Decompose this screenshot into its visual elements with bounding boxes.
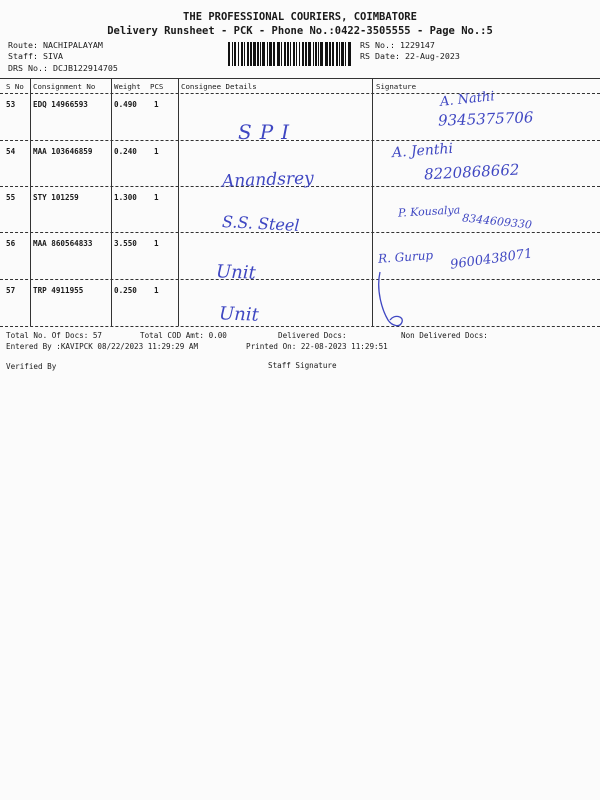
handwritten-consignee: SPI <box>238 120 298 144</box>
header-signature: Signature <box>376 82 417 91</box>
signature-scribble <box>372 270 412 330</box>
total-docs: Total No. Of Docs: 57 <box>6 331 103 340</box>
barcode-bar <box>332 42 334 66</box>
barcode-bar <box>228 42 230 66</box>
barcode-bar <box>296 42 297 66</box>
barcode-bar <box>247 42 249 66</box>
barcode-bar <box>257 42 259 66</box>
header-sno: S No <box>6 82 24 91</box>
signature-name: R. Gurup <box>377 248 434 266</box>
row-weight: 3.550 <box>114 239 137 248</box>
handwritten-consignee: S.S. Steel <box>221 211 300 236</box>
row-weight: 1.300 <box>114 193 137 202</box>
header-pcs: PCS <box>150 82 164 91</box>
header-consignment: Consignment No <box>33 82 96 91</box>
company-title: THE PROFESSIONAL COURIERS, COIMBATORE <box>183 11 417 23</box>
barcode-bar <box>250 42 252 66</box>
barcode-bar <box>244 42 245 66</box>
row-sno: 55 <box>6 193 16 202</box>
barcode-bar <box>308 42 311 66</box>
row-pcs: 1 <box>154 147 159 156</box>
barcode-bar <box>281 42 282 66</box>
row-pcs: 1 <box>154 239 159 248</box>
row-pcs: 1 <box>154 100 159 109</box>
entered-by: Entered By :KAVIPCK 08/22/2023 11:29:29 AM <box>6 342 199 351</box>
barcode-bar <box>299 42 300 66</box>
barcode-bar <box>253 42 256 66</box>
barcode-bar <box>241 42 243 66</box>
barcode <box>228 42 353 66</box>
row-consignment: STY 101259 <box>33 193 79 202</box>
signature-name: P. Kousalya <box>397 203 461 220</box>
handwritten-consignee: Unit <box>215 261 257 284</box>
barcode-bar <box>325 42 328 66</box>
staff-signature: Staff Signature <box>268 361 337 370</box>
barcode-bar <box>232 42 233 66</box>
delivered-docs: Delivered Docs: <box>278 331 347 340</box>
staff-label: Staff: SIVA <box>8 51 63 61</box>
handwritten-consignee: Unit <box>218 303 260 326</box>
signature-phone: 8220868662 <box>423 160 520 184</box>
barcode-bar <box>293 42 295 66</box>
barcode-bar <box>284 42 286 66</box>
barcode-bar <box>287 42 289 66</box>
barcode-bar <box>238 42 239 66</box>
rs-number: RS No.: 1229147 <box>360 40 435 50</box>
rs-date: RS Date: 22-Aug-2023 <box>360 51 460 61</box>
row-sno: 57 <box>6 286 16 295</box>
printed-on: Printed On: 22-08-2023 11:29:51 <box>246 342 388 351</box>
barcode-bar <box>318 42 319 66</box>
row-sno: 56 <box>6 239 16 248</box>
row-consignment: TRP 4911955 <box>33 286 84 295</box>
handwritten-consignee: Anandsrey <box>221 168 315 192</box>
barcode-bar <box>315 42 317 66</box>
row-divider <box>0 232 600 233</box>
header-weight: Weight <box>114 82 141 91</box>
barcode-bar <box>273 42 275 66</box>
route-label: Route: NACHIPALAYAM <box>8 40 103 50</box>
row-pcs: 1 <box>154 193 159 202</box>
drs-label: DRS No.: DCJB122914705 <box>8 63 118 73</box>
barcode-bar <box>269 42 272 66</box>
row-divider <box>0 279 600 280</box>
row-weight: 0.240 <box>114 147 137 156</box>
signature-phone: 9600438071 <box>449 246 534 273</box>
row-weight: 0.250 <box>114 286 137 295</box>
barcode-bar <box>336 42 338 66</box>
header-consignee: Consignee Details <box>181 82 257 91</box>
column-divider <box>111 78 112 326</box>
signature-name: A. Jenthi <box>391 140 454 162</box>
barcode-bar <box>345 42 346 66</box>
column-divider <box>178 78 179 326</box>
barcode-bar <box>262 42 265 66</box>
signature-name: A. Nathi <box>439 89 496 110</box>
verified-by: Verified By <box>6 362 57 371</box>
row-weight: 0.490 <box>114 100 137 109</box>
signature-phone: 8344609330 <box>461 211 533 232</box>
barcode-bar <box>277 42 280 66</box>
barcode-bar <box>341 42 344 66</box>
row-divider <box>0 140 600 141</box>
barcode-bar <box>305 42 307 66</box>
barcode-bar <box>348 42 351 66</box>
barcode-bar <box>302 42 304 66</box>
barcode-bar <box>290 42 291 66</box>
row-consignment: MAA 103646859 <box>33 147 93 156</box>
column-divider <box>30 78 31 326</box>
row-consignment: MAA 860564833 <box>33 239 93 248</box>
non-delivered-docs: Non Delivered Docs: <box>401 331 488 340</box>
row-sno: 53 <box>6 100 16 109</box>
row-consignment: EDQ 14966593 <box>33 100 88 109</box>
barcode-bar <box>267 42 268 66</box>
table-header-border <box>0 93 600 94</box>
row-pcs: 1 <box>154 286 159 295</box>
barcode-bar <box>313 42 314 66</box>
runsheet-subtitle: Delivery Runsheet - PCK - Phone No.:0422-3505555 - Page No.:5 <box>107 25 493 37</box>
total-cod: Total COD Amt: 0.00 <box>140 331 227 340</box>
signature-phone: 9345375706 <box>437 108 534 130</box>
barcode-bar <box>234 42 236 66</box>
row-sno: 54 <box>6 147 16 156</box>
barcode-bar <box>339 42 340 66</box>
table-top-border <box>0 78 600 79</box>
barcode-bar <box>320 42 323 66</box>
table-bottom-border <box>0 326 600 327</box>
barcode-bar <box>260 42 261 66</box>
barcode-bar <box>329 42 331 66</box>
